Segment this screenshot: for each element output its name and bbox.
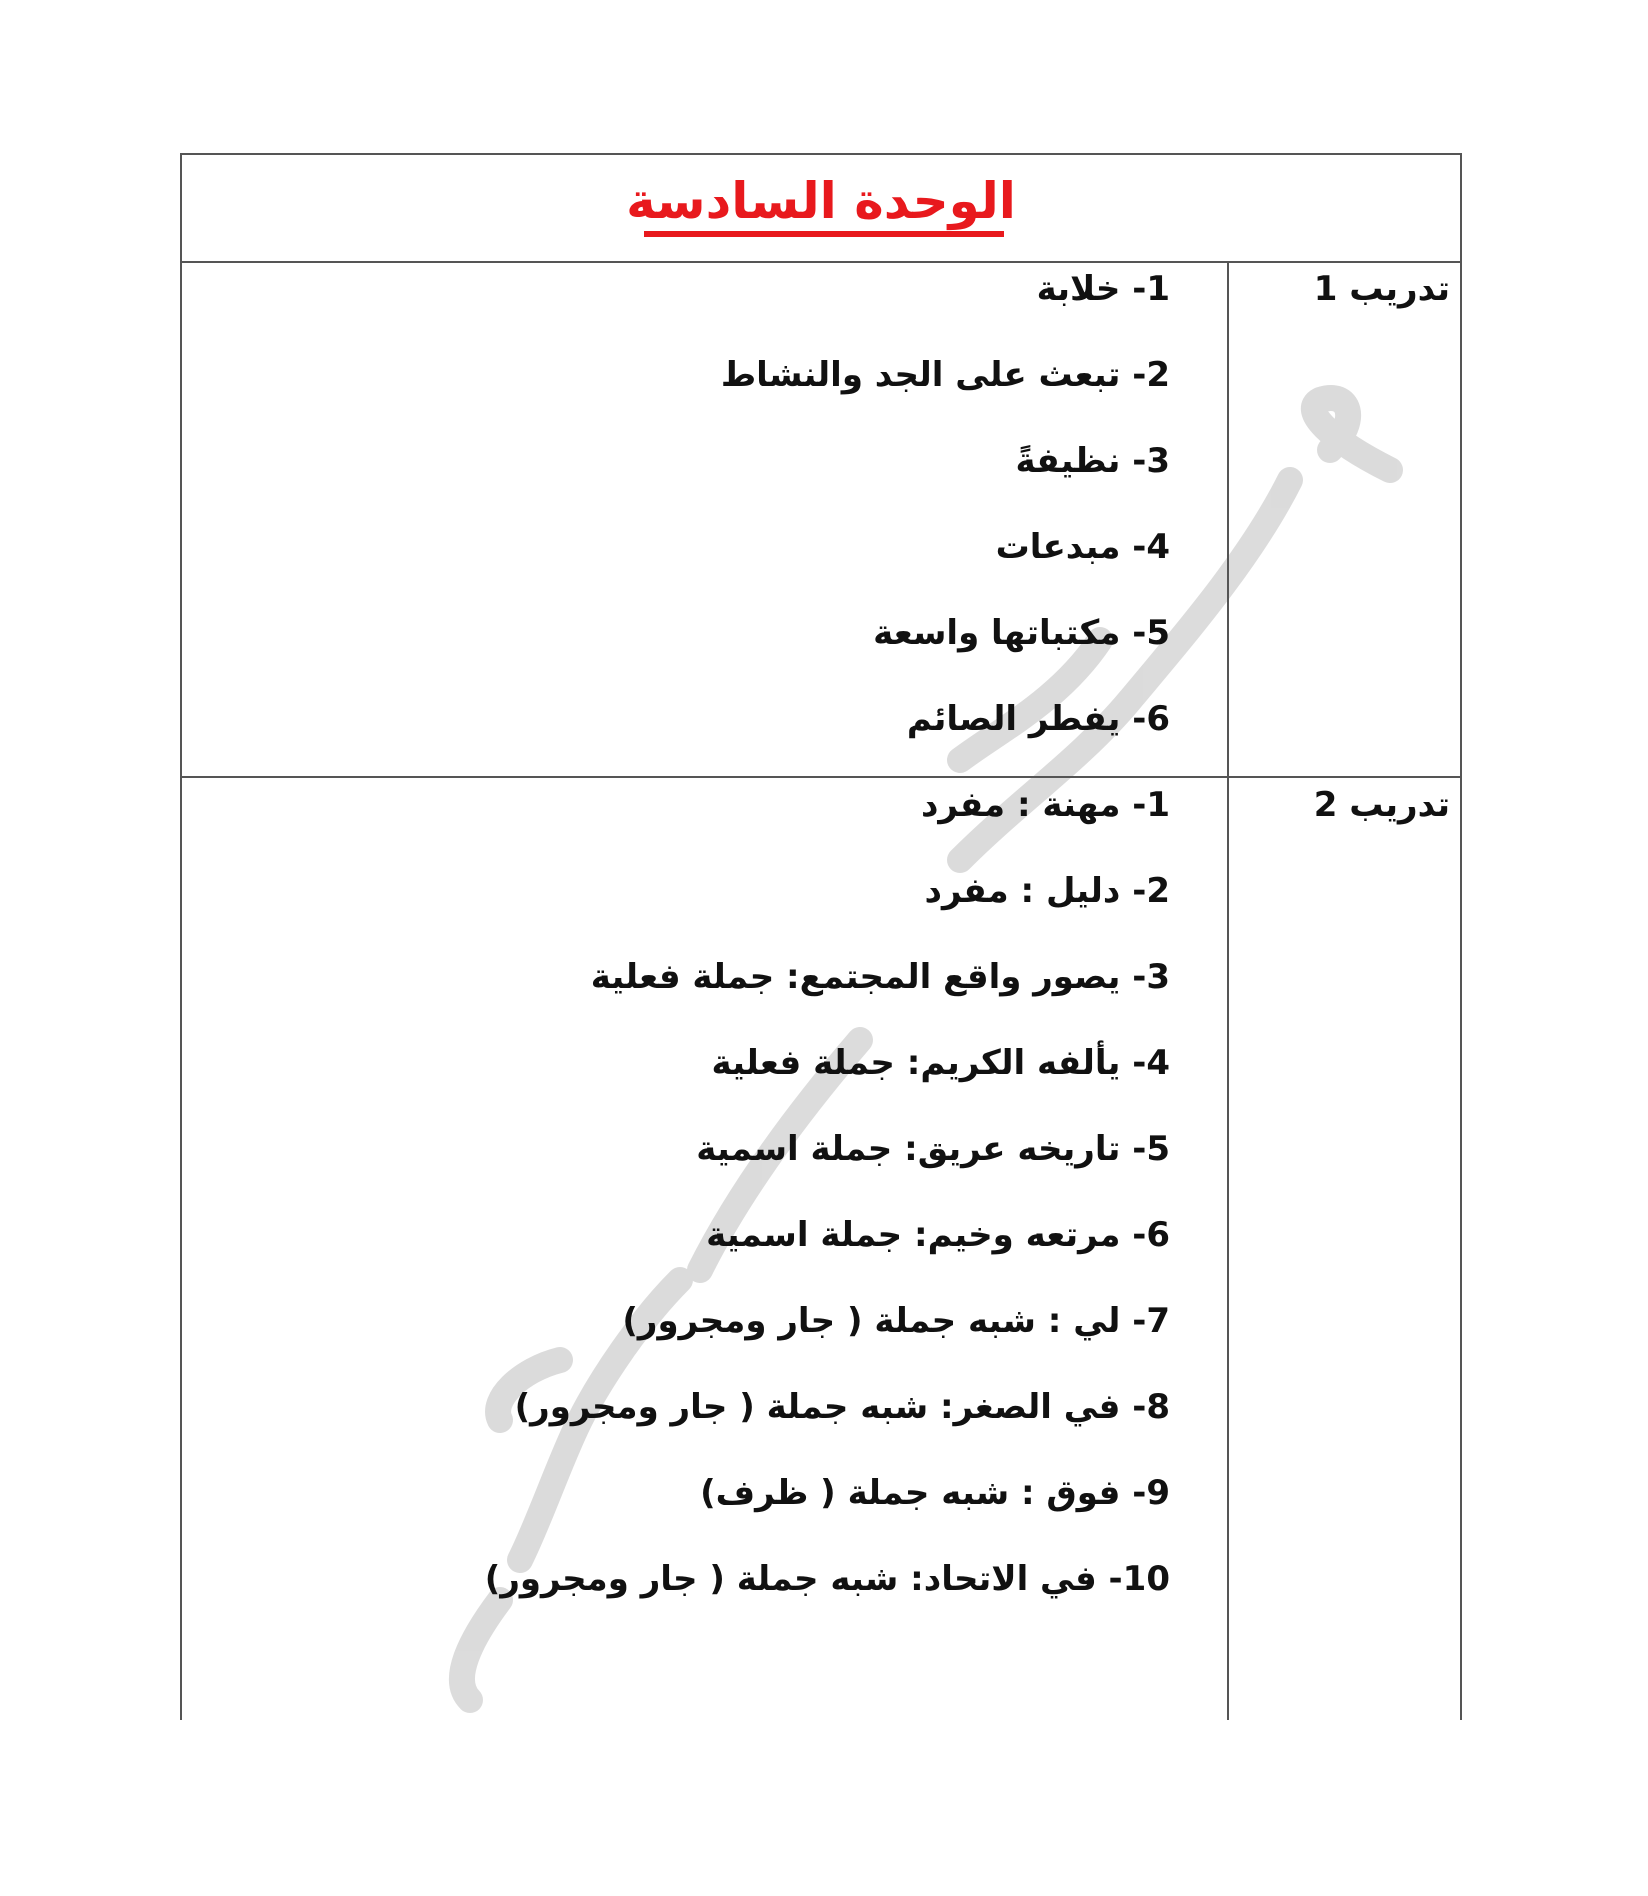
answer-item: 2- دليل : مفرد <box>924 871 1170 911</box>
answer-item: 3- نظيفةً <box>1015 441 1170 481</box>
section-label-training-1: تدريب 1 <box>1313 269 1450 309</box>
answer-item: 5- تاريخه عريق: جملة اسمية <box>696 1129 1170 1169</box>
answer-item: 5- مكتباتها واسعة <box>873 613 1170 653</box>
answer-item: 1- خلابة <box>1036 269 1170 309</box>
section-label-training-2: تدريب 2 <box>1313 785 1450 825</box>
answer-item: 9- فوق : شبه جملة ( ظرف) <box>700 1473 1170 1513</box>
answer-item: 8- في الصغر: شبه جملة ( جار ومجرور) <box>514 1387 1170 1427</box>
answer-item: 2- تبعث على الجد والنشاط <box>720 355 1170 395</box>
answer-item: 10- في الاتحاد: شبه جملة ( جار ومجرور) <box>484 1559 1170 1599</box>
answer-table <box>180 153 1462 1720</box>
unit-title: الوحدة السادسة <box>626 172 1016 230</box>
column-divider <box>1227 261 1229 1720</box>
training-2-answers <box>430 783 1170 1643</box>
answer-item: 6- يفطر الصائم <box>906 699 1170 739</box>
answer-item: 3- يصور واقع المجتمع: جملة فعلية <box>590 957 1170 997</box>
title-row <box>182 155 1460 263</box>
answer-item: 6- مرتعه وخيم: جملة اسمية <box>706 1215 1170 1255</box>
answer-item: 4- مبدعات <box>995 527 1170 567</box>
answer-item: 4- يألفه الكريم: جملة فعلية <box>711 1043 1170 1083</box>
title-underline <box>644 231 1004 237</box>
answer-item: 7- لي : شبه جملة ( جار ومجرور) <box>622 1301 1170 1341</box>
training-1-answers <box>430 267 1170 783</box>
answer-item: 1- مهنة : مفرد <box>920 785 1170 825</box>
